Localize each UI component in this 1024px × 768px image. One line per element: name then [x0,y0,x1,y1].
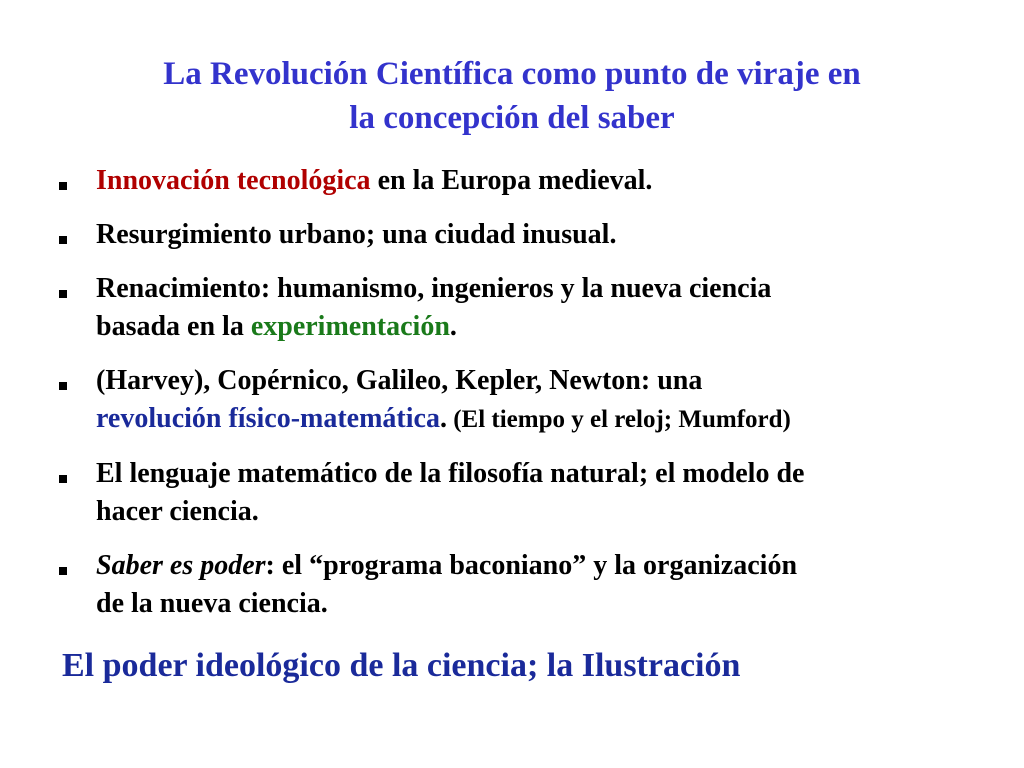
highlight-experimentacion: experimentación [250,311,450,342]
highlight-innovacion: Innovación tecnológica [96,165,371,196]
square-bullet-icon [59,475,67,483]
bullet-text-line-1: Renacimiento: humanismo, ingenieros y la nueva ciencia [96,273,772,304]
bullet-text-suffix: . [439,403,447,434]
square-bullet-icon [59,567,67,575]
square-bullet-icon [59,290,67,298]
bullet-item-renacimiento [56,270,986,346]
italic-saber-es-poder: Saber es poder [96,550,266,581]
bullet-note-mumford: (El tiempo y el reloj; Mumford) [446,406,791,433]
square-bullet-icon [59,382,67,390]
square-bullet-icon [59,182,67,190]
bullet-list [56,162,986,639]
bullet-item-saber [56,547,986,623]
conclusion-heading: El poder ideológico de la ciencia; la Ilustración [62,647,741,684]
bullet-text-line-2: de la nueva ciencia. [96,588,328,619]
slide-title-line-1: La Revolución Científica como punto de viraje en [163,56,861,92]
square-bullet-icon [59,236,67,244]
slide-title-line-2: la concepción del saber [349,100,675,136]
highlight-revolucion: revolución físico-matemática [96,403,440,434]
bullet-item-revolucion [56,362,986,439]
bullet-text-line-1: El lenguaje matemático de la filosofía natural; el modelo de [96,458,805,489]
bullet-item-resurgimiento [56,216,986,254]
slide-title [0,52,1024,140]
bullet-item-lenguaje [56,455,986,531]
bullet-text-line-1: (Harvey), Copérnico, Galileo, Kepler, Newton: una [96,365,703,396]
bullet-text: Resurgimiento urbano; una ciudad inusual. [96,219,617,250]
bullet-text: en la Europa medieval. [370,165,653,196]
bullet-text-line-1: : el “programa baconiano” y la organización [265,550,798,581]
bullet-text-suffix: . [449,311,457,342]
bullet-text-prefix: basada en la [96,311,251,342]
bullet-text-line-2: hacer ciencia. [96,496,259,527]
bullet-item-innovacion [56,162,986,200]
